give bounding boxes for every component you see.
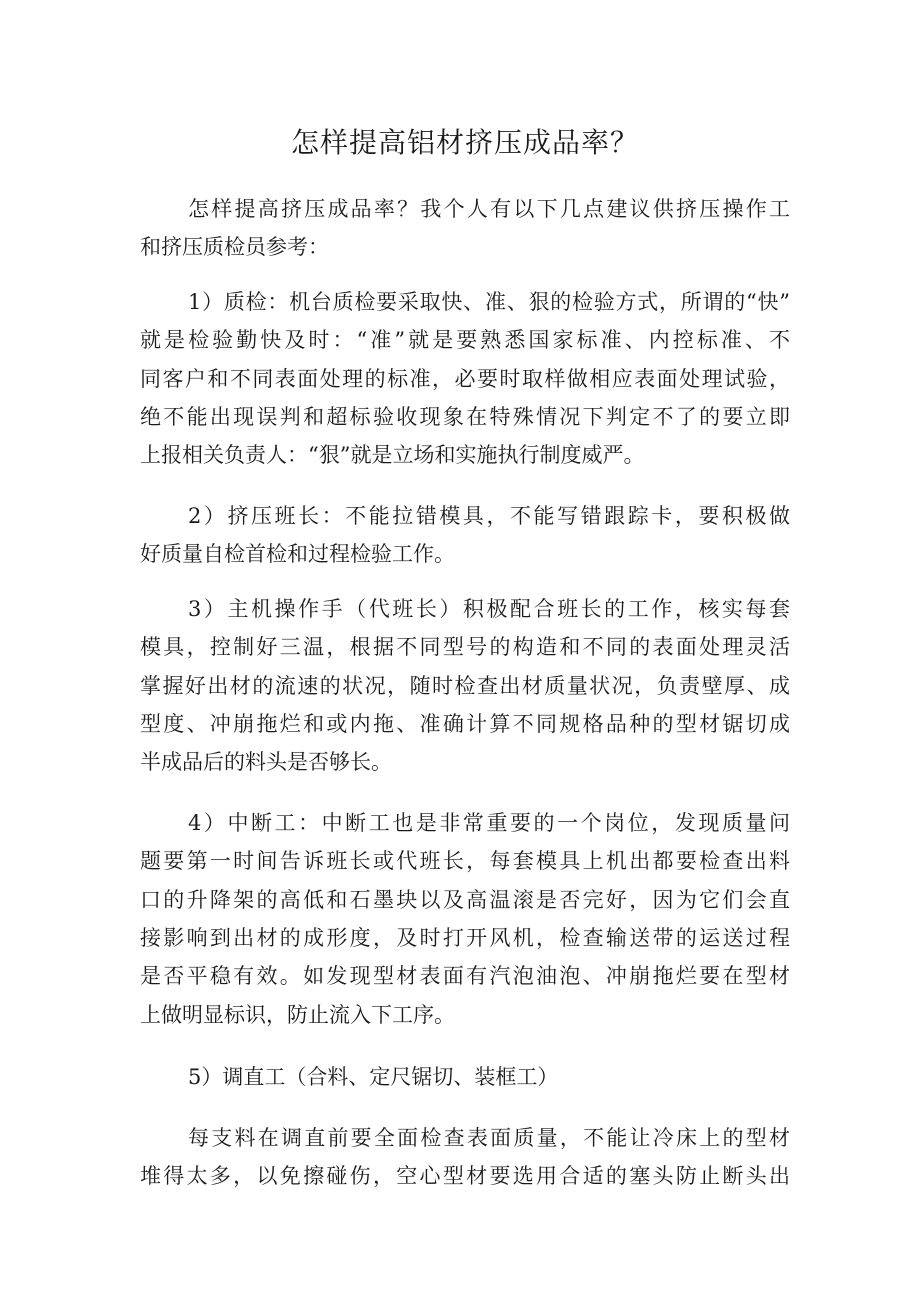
text-line: 3）主机操作手（代班长）积极配合班长的工作，核实每套 — [188, 596, 790, 621]
text-line: 同客户和不同表面处理的标准，必要时取样做相应表面处理试验， — [140, 366, 790, 391]
text-line: 绝不能出现误判和超标验收现象在特殊情况下判定不了的要立即 — [140, 404, 790, 429]
text-line: 接影响到出材的成形度，及时打开风机，检查输送带的运送过程 — [140, 925, 790, 950]
text-line: 每支料在调直前要全面检查表面质量，不能让冷床上的型材 — [188, 1125, 790, 1150]
paragraph-team-leader — [140, 497, 790, 574]
paragraph-quality-inspection — [140, 283, 790, 475]
text-line: 上报相关负责人：“狠”就是立场和实施执行制度威严。 — [140, 443, 645, 468]
text-line: 模具，控制好三温，根据不同型号的构造和不同的表面处理灵活 — [140, 635, 790, 660]
text-line: 上做明显标识，防止流入下工序。 — [140, 1002, 455, 1027]
text-line: 好质量自检首检和过程检验工作。 — [140, 542, 455, 567]
text-line: 口的升降架的高低和石墨块以及高温滚是否完好，因为它们会直 — [140, 887, 790, 912]
paragraph-intro — [140, 190, 790, 267]
text-line: 就是检验勤快及时：“准”就是要熟悉国家标准、内控标准、不 — [140, 328, 790, 353]
text-line: 掌握好出材的流速的状况，随时检查出材质量状况，负责壁厚、成 — [140, 673, 790, 698]
text-line: 是否平稳有效。如发现型材表面有汽泡油泡、冲崩拖烂要在型材 — [140, 964, 790, 989]
text-line: 怎样提高挤压成品率？我个人有以下几点建议供挤压操作工 — [188, 196, 790, 221]
text-line: 4）中断工：中断工也是非常重要的一个岗位，发现质量问 — [188, 810, 790, 835]
text-line: 堆得太多，以免擦碰伤，空心型材要选用合适的塞头防止断头出 — [140, 1164, 790, 1189]
paragraph-straightener-details — [140, 1119, 790, 1196]
text-line: 型度、冲崩拖烂和或内拖、准确计算不同规格品种的型材锯切成 — [140, 711, 790, 736]
text-line: 题要第一时间告诉班长或代班长，每套模具上机出都要检查出料 — [140, 849, 790, 874]
text-line: 和挤压质检员参考： — [140, 235, 329, 260]
text-line: 5）调直工（合料、定尺锯切、装框工） — [188, 1064, 559, 1089]
text-line: 2）挤压班长：不能拉错模具，不能写错跟踪卡，要积极做 — [188, 503, 790, 528]
text-line: 1）质检：机台质检要采取快、准、狠的检验方式，所谓的“快” — [188, 289, 790, 314]
text-line: 半成品后的料头是否够长。 — [140, 750, 392, 775]
document-title: 怎样提高铝材挤压成品率？ — [290, 126, 639, 159]
paragraph-straightener-heading — [140, 1058, 790, 1096]
paragraph-main-operator — [140, 590, 790, 782]
paragraph-mid-worker — [140, 804, 790, 1034]
